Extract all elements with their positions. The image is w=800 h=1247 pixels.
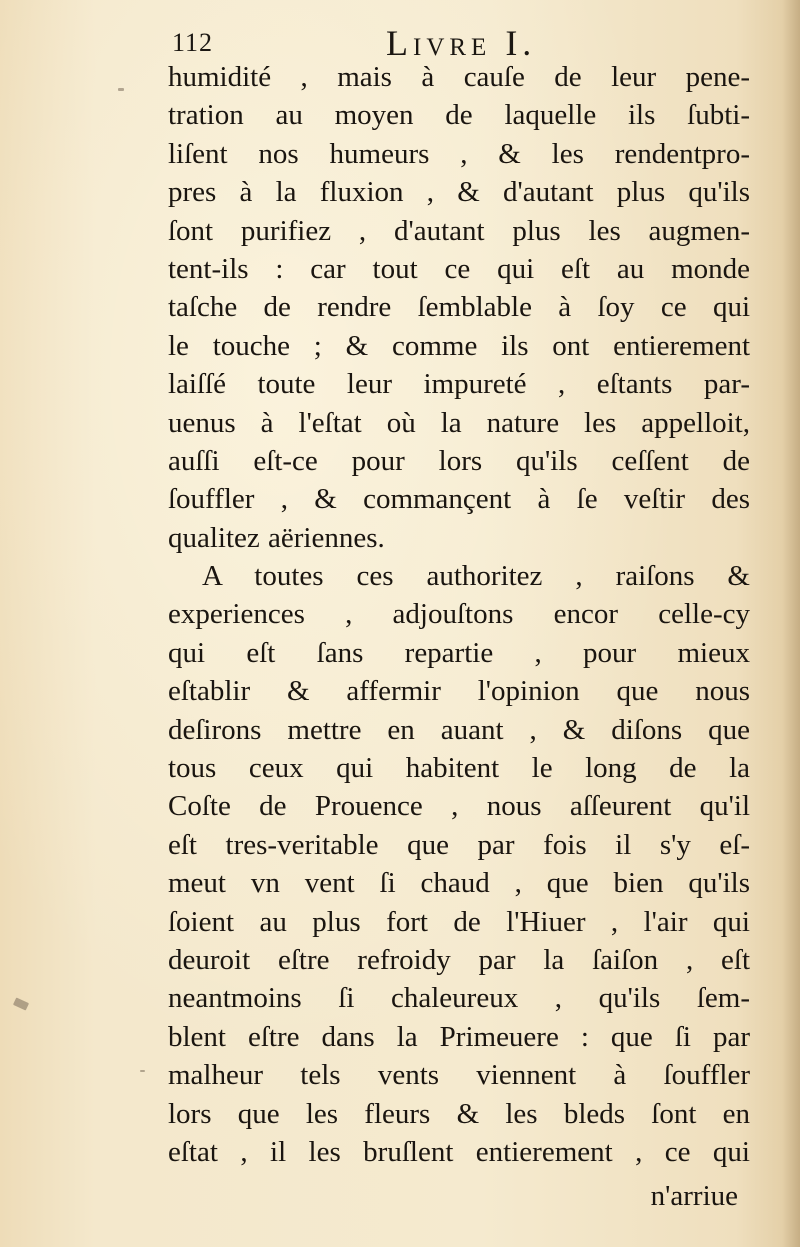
text-line: liſent nos humeurs , & les rendentpro-	[168, 137, 750, 170]
text-line: auſſi eſt-ce pour lors qu'ils ceſſent de	[168, 444, 750, 477]
text-line: taſche de rendre ſemblable à ſoy ce qui	[168, 291, 750, 324]
text-line: ſouffler , & commançent à ſe veſtir des	[168, 483, 750, 516]
body-text	[168, 58, 750, 1171]
text-line: le touche ; & comme ils ont entierement	[168, 329, 750, 362]
text-line: eſtablir & affermir l'opinion que nous	[168, 675, 750, 708]
catchword: n'arriue	[650, 1180, 738, 1212]
text-line: tent-ils : car tout ce qui eſt au monde	[168, 252, 750, 285]
text-line: pres à la fluxion , & d'autant plus qu'ils	[168, 176, 750, 209]
margin-ink-speck	[140, 1070, 145, 1072]
text-line: blent eſtre dans la Primeuere : que ſi par	[168, 1020, 750, 1053]
text-line: qui eſt ſans repartie , pour mieux	[168, 636, 750, 669]
text-line: tous ceux qui habitent le long de la	[168, 752, 750, 785]
text-line: ſont purifiez , d'autant plus les augmen-	[168, 214, 750, 247]
text-line-paragraph-start: A toutes ces authoritez , raiſons &	[202, 560, 750, 593]
text-line: experiences , adjouſtons encor celle-cy	[168, 598, 750, 631]
text-line: meut vn vent ſi chaud , que bien qu'ils	[168, 867, 750, 900]
margin-ink-speck	[118, 88, 124, 91]
text-line: neantmoins ſi chaleureux , qu'ils ſem-	[168, 982, 750, 1015]
text-line: lors que les fleurs & les bleds ſont en	[168, 1097, 750, 1130]
text-line: humidité , mais à cauſe de leur pene-	[168, 61, 750, 93]
text-line: malheur tels vents viennent à ſouffler	[168, 1059, 750, 1092]
margin-ink-speck	[13, 997, 29, 1010]
page-header	[168, 20, 758, 63]
running-head: Livre I.	[386, 23, 537, 63]
text-line: eſtat , il les bruſlent entierement , ce qui	[168, 1135, 750, 1168]
text-line: ſoient au plus fort de l'Hiuer , l'air qui	[168, 905, 750, 938]
text-line: tration au moyen de laquelle ils ſubti-	[168, 99, 750, 132]
text-line: Coſte de Prouence , nous aſſeurent qu'il	[168, 790, 750, 823]
text-line: deſirons mettre en auant , & diſons que	[168, 713, 750, 746]
text-line: laiſſé toute leur impureté , eſtants par-	[168, 368, 750, 401]
text-line: eſt tres-veritable que par fois il s'y eſ-	[168, 828, 750, 861]
text-line: qualitez aëriennes.	[168, 521, 385, 554]
page-number: 112	[172, 28, 214, 57]
text-line: uenus à l'eſtat où la nature les appelloit,	[168, 406, 750, 439]
text-line: deuroit eſtre refroidy par la ſaiſon , eſt	[168, 943, 750, 976]
